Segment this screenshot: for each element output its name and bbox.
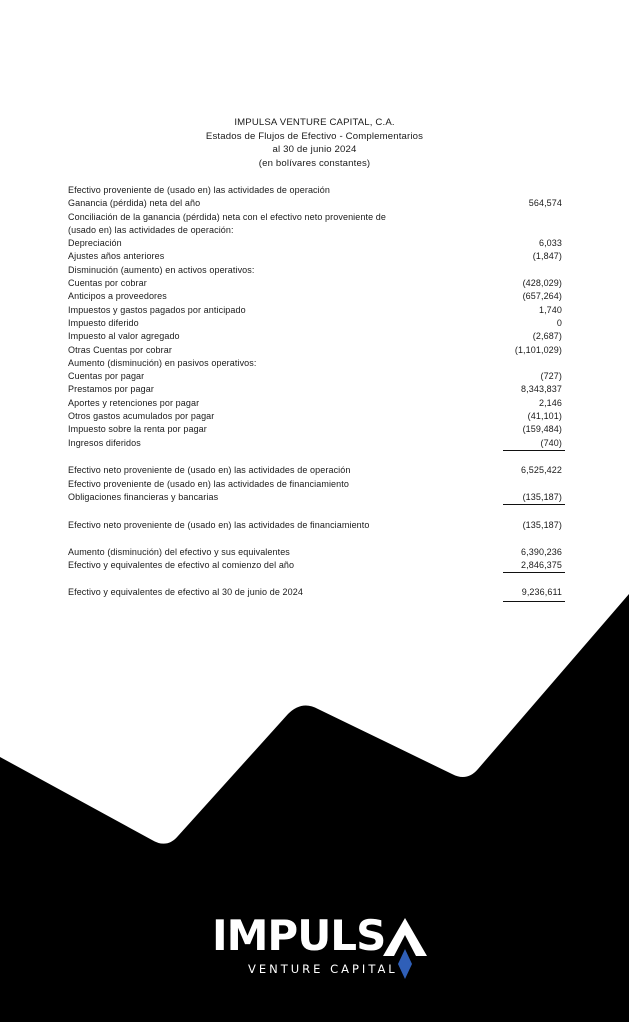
financing-net-row (68, 519, 565, 532)
row-value: (159,484) (522, 424, 562, 435)
table-row (68, 397, 565, 410)
row-label: Efectivo y equivalentes de efectivo al 30 de junio de 2024 (68, 587, 303, 598)
row-label: Impuesto sobre la renta por pagar (68, 424, 207, 435)
statement-date: al 30 de junio 2024 (272, 144, 357, 156)
row-value: (135,187) (522, 519, 562, 530)
row-value: 6,390,236 (521, 546, 562, 557)
row-label: Efectivo neto proveniente de (usado en) las actividades de financiamiento (68, 519, 370, 530)
row-value: (428,029) (522, 278, 562, 289)
row-label: Otras Cuentas por cobrar (68, 344, 172, 355)
liabilities-heading-row (68, 357, 565, 370)
row-value: 6,033 (538, 238, 562, 249)
net-income-row (68, 197, 565, 210)
table-row (68, 277, 565, 290)
operating-net-row (68, 464, 565, 477)
logo-diamond-icon (398, 949, 412, 979)
company-name: IMPULSA VENTURE CAPITAL, C.A. (234, 117, 395, 128)
table-row (68, 370, 565, 383)
row-label: Aumento (disminución) en pasivos operativos: (68, 357, 257, 368)
reconciliation-row-2 (68, 224, 565, 237)
table-row (68, 304, 565, 317)
logo-wordmark: IMPULS (212, 911, 386, 960)
row-label: Impuesto diferido (68, 317, 139, 328)
spacer (68, 572, 565, 586)
row-label: Aumento (disminución) del efectivo y sus equivalentes (68, 546, 290, 557)
row-label: Disminución (aumento) en activos operativos: (68, 264, 255, 275)
row-value: (41,101) (527, 411, 562, 422)
cash-change-row (68, 546, 565, 559)
row-value: (1,847) (532, 251, 562, 262)
table-row (68, 330, 565, 343)
row-label: Impuestos y gastos pagados por anticipado (68, 304, 246, 315)
row-label: Efectivo y equivalentes de efectivo al comienzo del año (68, 559, 295, 570)
row-value: (1,101,029) (514, 344, 562, 355)
row-label: Obligaciones financieras y bancarias (68, 491, 219, 502)
logo-subtitle: VENTURE CAPITAL (248, 962, 398, 976)
row-label: Aportes y retenciones por pagar (68, 397, 200, 408)
row-label: Efectivo proveniente de (usado en) las actividades de financiamiento (68, 478, 349, 489)
row-label: Depreciación (68, 238, 122, 249)
row-value: (740) (540, 437, 562, 450)
row-value: 6,525,422 (521, 465, 562, 476)
impulsa-logo (210, 910, 440, 990)
prior-year-adjustments-row (68, 250, 565, 263)
table-row (68, 317, 565, 330)
table-row (68, 423, 565, 436)
row-label: Efectivo neto proveniente de (usado en) las actividades de operación (68, 465, 351, 476)
row-value: 8,343,837 (521, 384, 562, 395)
cash-ending-row (68, 586, 565, 599)
row-label: Ingresos diferidos (68, 437, 141, 448)
table-row (68, 410, 565, 423)
row-label: Prestamos por pagar (68, 384, 154, 395)
row-value: 0 (556, 317, 562, 328)
row-label: Cuentas por cobrar (68, 278, 147, 289)
row-label: Conciliación de la ganancia (pérdida) neta con el efectivo neto proveniente de (68, 211, 387, 222)
row-label: Ajustes años anteriores (68, 251, 165, 262)
table-row (68, 344, 565, 357)
financing-heading-row (68, 478, 565, 491)
table-row (68, 383, 565, 396)
operating-heading: Efectivo proveniente de (usado en) las actividades de operación (68, 185, 330, 195)
row-value: 564,574 (528, 198, 562, 209)
table-row (68, 290, 565, 303)
row-label: Anticipos a proveedores (68, 291, 167, 302)
row-label: Otros gastos acumulados por pagar (68, 411, 215, 422)
row-label: Impuesto al valor agregado (68, 331, 180, 342)
row-value: (2,687) (532, 331, 562, 342)
assets-heading-row (68, 264, 565, 277)
row-value: 9,236,611 (522, 586, 562, 599)
row-value: 1,740 (538, 304, 562, 315)
row-value: 2,846,375 (521, 559, 562, 572)
row-label: Ganancia (pérdida) neta del año (68, 198, 201, 209)
statement-header (0, 116, 629, 170)
financial-obligations-row (68, 491, 565, 504)
row-value: (657,264) (522, 291, 562, 302)
row-value: 2,146 (538, 397, 562, 408)
reconciliation-row-1 (68, 211, 565, 224)
spacer (68, 504, 565, 518)
spacer (68, 450, 565, 464)
row-label: Cuentas por pagar (68, 371, 145, 382)
cash-beginning-row (68, 559, 565, 572)
row-value: (727) (540, 371, 562, 382)
table-row (68, 437, 565, 450)
row-value: (135,187) (523, 491, 562, 504)
cash-flow-statement (68, 184, 565, 600)
depreciation-row (68, 237, 565, 250)
spacer (68, 532, 565, 546)
statement-title: Estados de Flujos de Efectivo - Complementarios (205, 130, 424, 142)
operating-heading-row (68, 184, 565, 197)
statement-units: (en bolívares constantes) (258, 157, 371, 169)
row-label: (usado en) las actividades de operación: (68, 224, 234, 235)
